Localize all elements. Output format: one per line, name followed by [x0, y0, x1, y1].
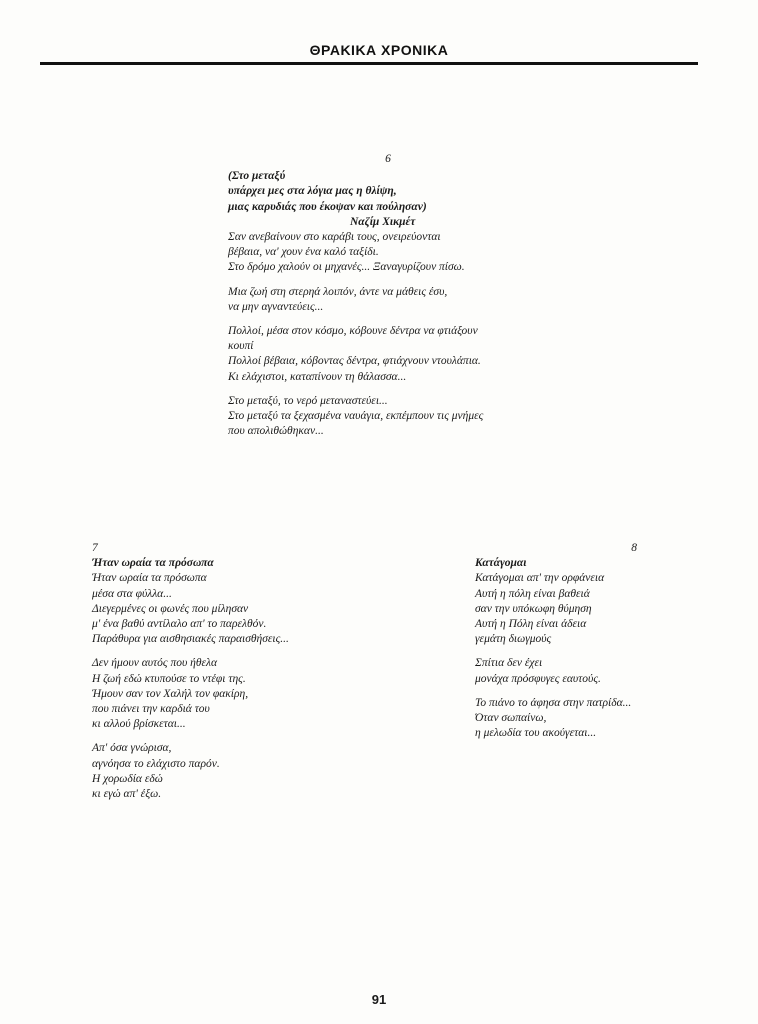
stanza	[228, 394, 568, 440]
epigraph-line: μιας καρυδιάς που έκοψαν και πούλησαν)	[228, 200, 427, 213]
stanza	[92, 656, 352, 732]
header-rule	[40, 62, 698, 65]
verse-line: Όταν σωπαίνω,	[475, 712, 547, 725]
verse-line: Κατάγομαι απ' την ορφάνεια	[475, 572, 605, 585]
stanza	[475, 696, 675, 742]
verse-line: αγνόησα το ελάχιστο παρόν.	[92, 757, 220, 770]
verse-line: βέβαια, να' χουν ένα καλό ταξίδι.	[228, 246, 379, 259]
verse-line: Ήμουν σαν τον Χαλήλ τον φακίρη,	[92, 687, 249, 700]
verse-line: που πιάνει την καρδιά του	[92, 703, 210, 716]
verse-line: μέσα στα φύλλα...	[92, 587, 172, 600]
verse-line: να μην αγναντεύεις...	[228, 300, 324, 313]
verse-line: Στο δρόμο χαλούν οι μηχανές... Ξαναγυρίζουν πίσω.	[228, 261, 465, 274]
poem-title: Ήταν ωραία τα πρόσωπα	[92, 557, 214, 570]
verse-line: Αυτή η Πόλη είναι άδεια	[475, 618, 587, 631]
stanza	[228, 324, 568, 385]
poem-8	[475, 541, 675, 750]
verse-line: Ήταν ωραία τα πρόσωπα	[92, 572, 207, 585]
verse-line: μονάχα πρόσφυγες εαυτούς.	[475, 672, 601, 685]
running-header-title: ΘΡΑΚΙΚΑ ΧΡΟΝΙΚΑ	[309, 42, 449, 58]
verse-line: κι εγώ απ' έξω.	[92, 788, 162, 801]
epigraph-line: υπάρχει μες στα λόγια μας η θλίψη,	[228, 185, 397, 198]
verse-line: Μια ζωή στη στερηά λοιπόν, άντε να μάθεις έσυ,	[228, 285, 448, 298]
verse-line: Παράθυρα για αισθησιακές παραισθήσεις...	[92, 633, 289, 646]
stanza	[228, 285, 568, 315]
verse-line: Δεν ήμουν αυτός που ήθελα	[92, 657, 218, 670]
poem-title: Κατάγομαι	[475, 557, 527, 570]
stanza	[475, 571, 675, 647]
verse-line: μ' ένα βαθύ αντίλαλο απ' το παρελθόν.	[92, 618, 267, 631]
stanza	[228, 230, 568, 276]
verse-line: Κι ελάχιστοι, καταπίνουν τη θάλασσα...	[228, 370, 407, 383]
poem-number: 8	[631, 542, 637, 554]
poem-number: 6	[385, 153, 391, 165]
verse-line: Το πιάνο το άφησα στην πατρίδα...	[475, 696, 632, 709]
verse-line: που απολιθώθηκαν...	[228, 425, 324, 438]
stanza	[92, 741, 352, 802]
verse-line: Πολλοί βέβαια, κόβοντας δέντρα, φτιάχνουν ντουλάπια.	[228, 355, 481, 368]
poem-number: 7	[92, 542, 98, 554]
poem-7	[92, 541, 352, 811]
verse-line: Διεγερμένες οι φωνές που μίλησαν	[92, 602, 249, 615]
verse-line: Η χορωδία εδώ	[92, 772, 163, 785]
verse-line: Απ' όσα γνώρισα,	[92, 742, 172, 755]
verse-line: Αυτή η πόλη είναι βαθειά	[475, 587, 590, 600]
verse-line: Σπίτια δεν έχει	[475, 657, 543, 670]
verse-line: Στο μεταξύ, το νερό μεταναστεύει...	[228, 394, 388, 407]
verse-line: Η ζωή εδώ κτυπούσε το ντέφι της.	[92, 672, 246, 685]
verse-line: Στο μεταξύ τα ξεχασμένα ναυάγια, εκπέμπουν τις μνήμες	[228, 410, 484, 423]
epigraph-line: (Στο μεταξύ	[228, 170, 286, 183]
verse-line: γεμάτη διωγμούς	[475, 633, 552, 646]
epigraph-author: Ναζίμ Χικμέτ	[350, 215, 416, 228]
verse-line: Σαν ανεβαίνουν στο καράβι τους, ονειρεύονται	[228, 231, 441, 244]
verse-line: κι αλλού βρίσκεται...	[92, 718, 186, 731]
verse-line: κουπί	[228, 340, 254, 353]
verse-line: η μελωδία του ακούγεται...	[475, 727, 597, 740]
verse-line: Πολλοί, μέσα στον κόσμο, κόβουνε δέντρα να φτιάξουν	[228, 325, 478, 338]
stanza	[92, 571, 352, 647]
stanza	[475, 656, 675, 686]
page-number: 91	[371, 992, 387, 1007]
verse-line: σαν την υπόκωφη θύμηση	[475, 602, 592, 615]
poem-6	[228, 152, 568, 448]
